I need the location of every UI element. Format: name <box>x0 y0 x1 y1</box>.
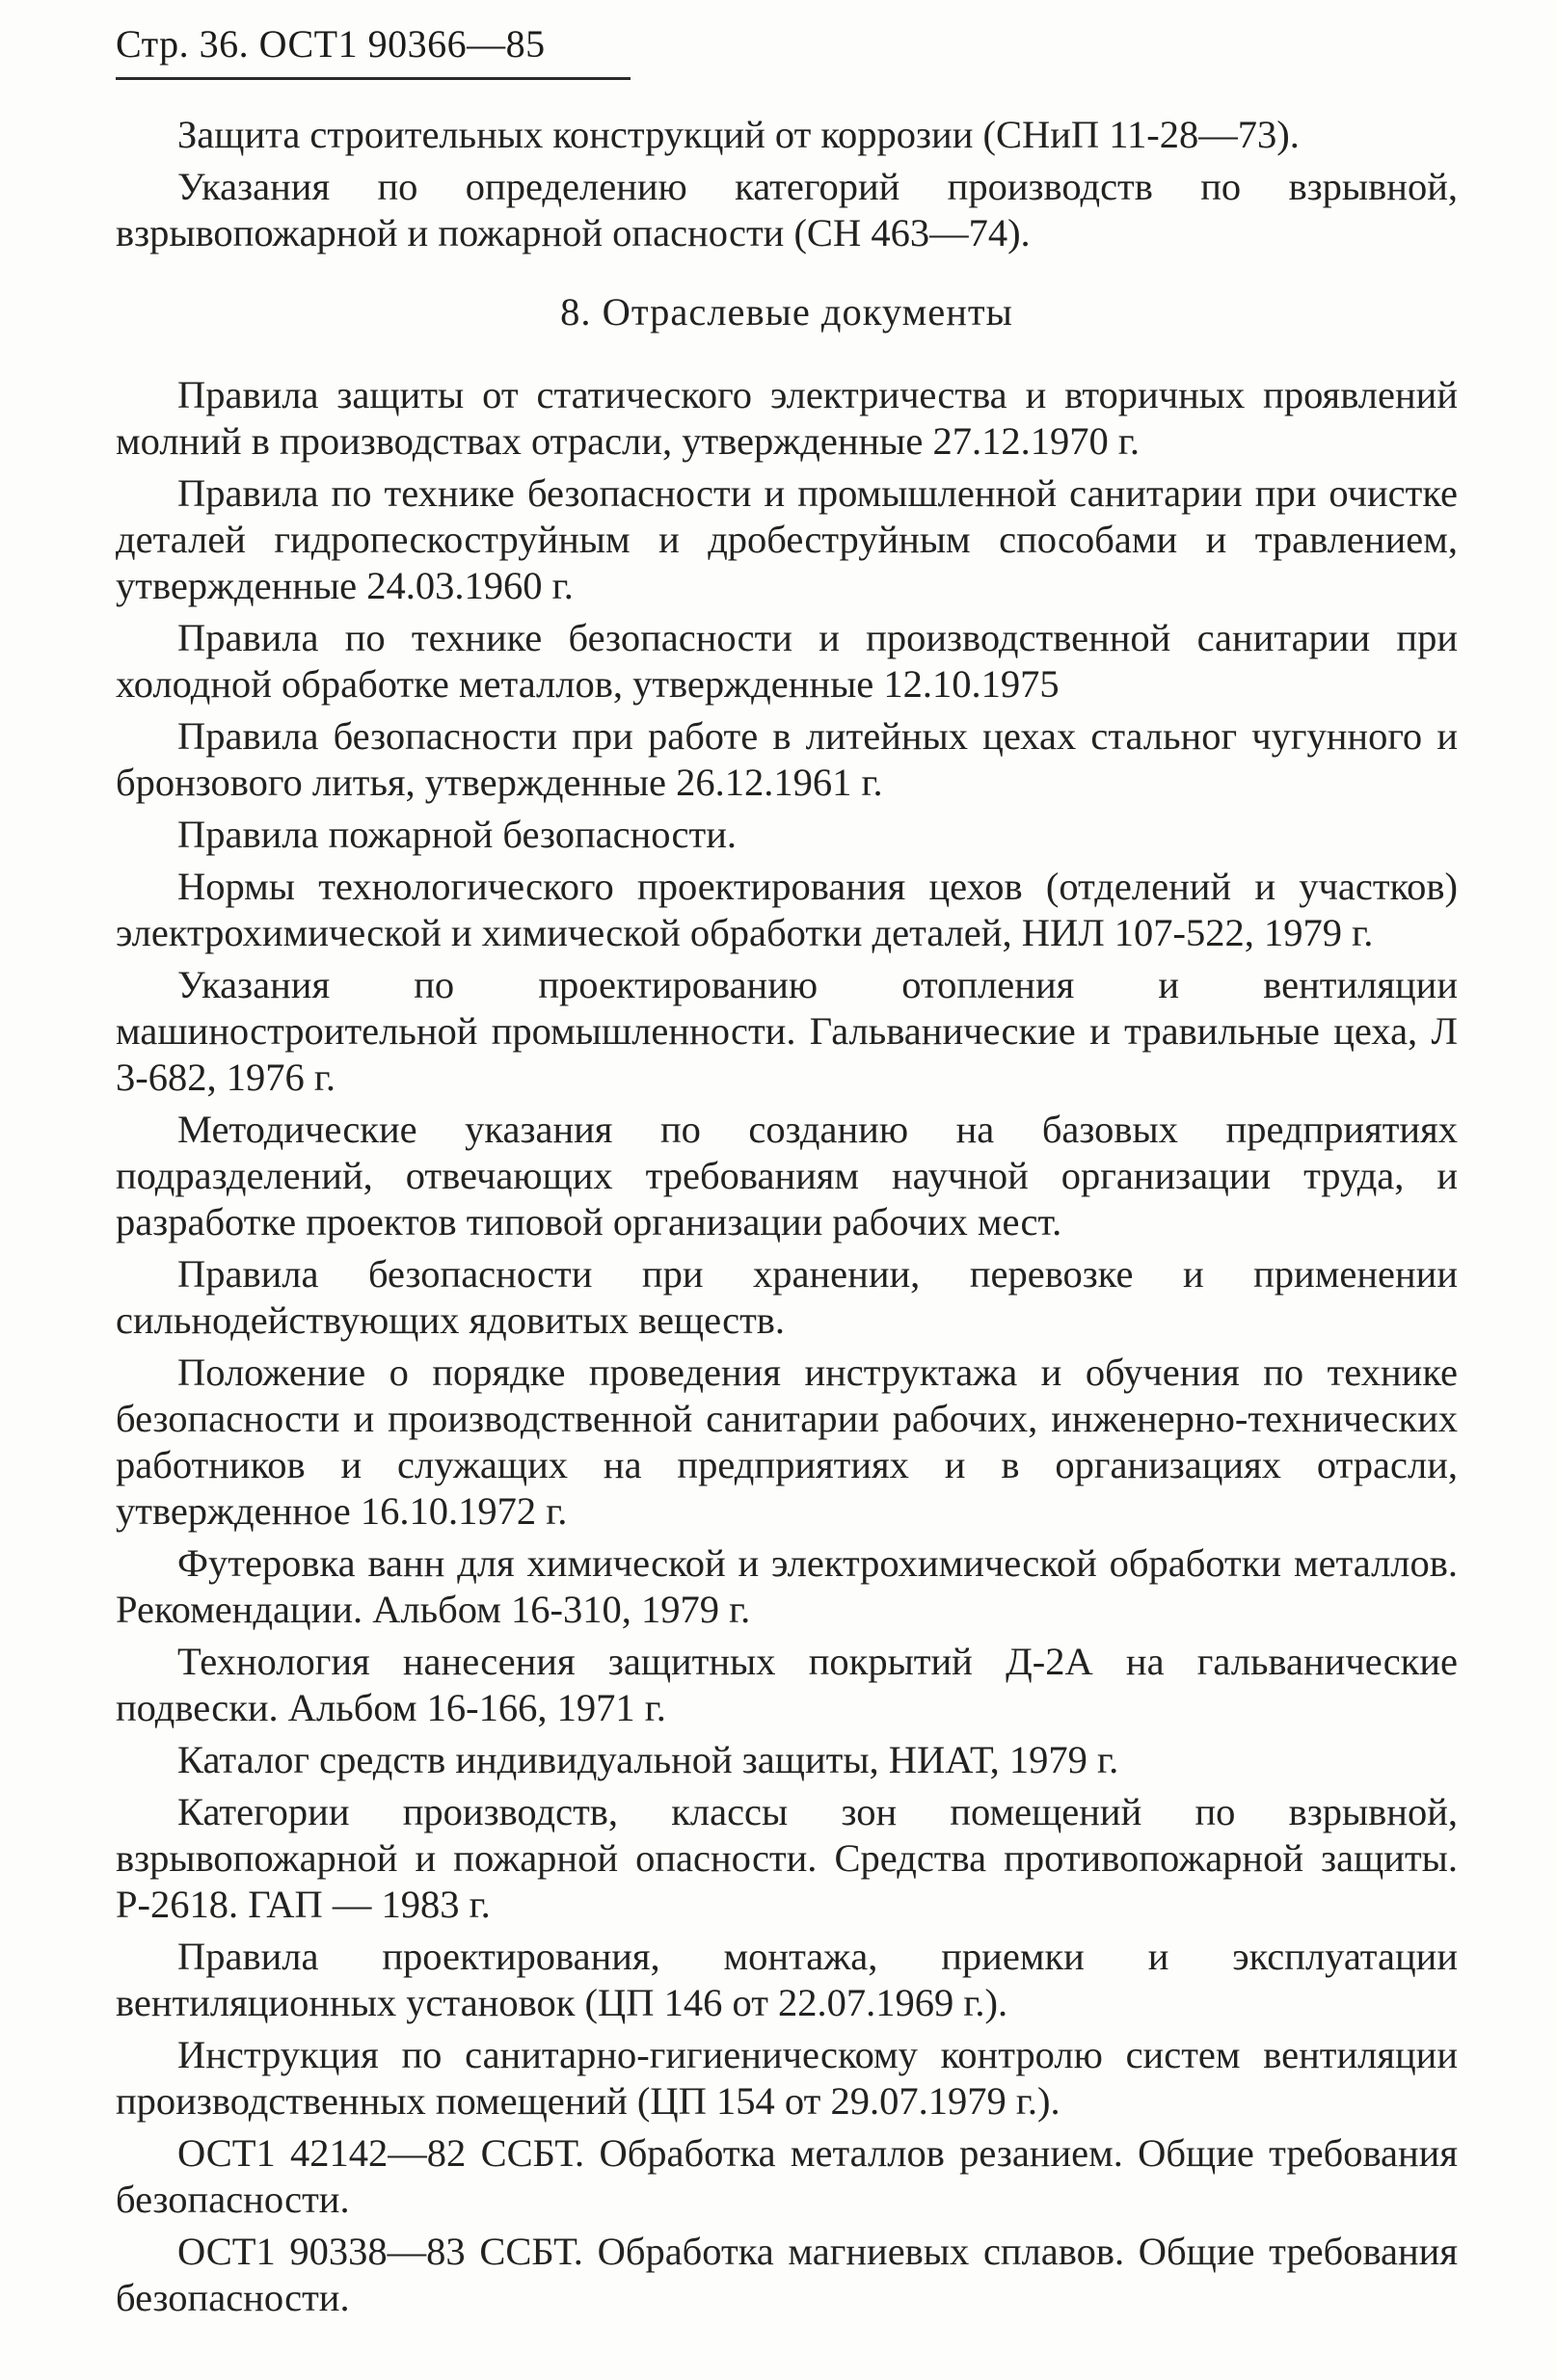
document-paragraph: Инструкция по санитарно-гигиеническому контролю систем вентиляции производственных помещений (ЦП 154 от 29.07.1979 г.). <box>116 2033 1458 2123</box>
document-paragraph: Правила проектирования, монтажа, приемки и эксплуатации вентиляционных установок (ЦП 146 от 22.07.1969 г.). <box>116 1935 1458 2024</box>
document-paragraph: Правила пожарной безопасности. <box>177 813 738 856</box>
header-rule <box>116 77 631 80</box>
document-paragraph: Указания по проектированию отопления и вентиляции машиностроительной промышленности. Гальванические и травильные цеха, Л 3-682, 1976 г. <box>116 963 1458 1099</box>
document-paragraph: ОСТ1 42142—82 ССБТ. Обработка металлов резанием. Общие требования безопасности. <box>116 2131 1458 2221</box>
document-paragraph: ОСТ1 90338—83 ССБТ. Обработка магниевых сплавов. Общие требования безопасности. <box>116 2230 1458 2319</box>
document-paragraph: Правила безопасности при хранении, перевозке и применении сильнодействующих ядовитых веществ. <box>116 1252 1458 1342</box>
document-paragraph: Каталог средств индивидуальной защиты, НИАТ, 1979 г. <box>177 1738 1119 1781</box>
document-paragraph: Правила защиты от статического электричества и вторичных проявлений молний в производствах отрасли, утвержденные 27.12.1970 г. <box>116 373 1458 463</box>
document-paragraph: Правила по технике безопасности и промышленной санитарии при очистке деталей гидропескоструйным и дробеструйным способами и травлением, утвержденные 24.03.1960 г. <box>116 471 1458 607</box>
document-body <box>116 112 1458 2327</box>
document-paragraph: Правила по технике безопасности и производственной санитарии при холодной обработке металлов, утвержденные 12.10.1975 <box>116 616 1458 706</box>
document-paragraph: Нормы технологического проектирования цехов (отделений и участков) электрохимической и химической обработки деталей, НИЛ 107-522, 1979 г. <box>116 865 1458 954</box>
section-title: 8. Отраслевые документы <box>560 290 1013 334</box>
document-paragraph: Технология нанесения защитных покрытий Д-2А на гальванические подвески. Альбом 16-166, 1971 г. <box>116 1640 1458 1729</box>
intro-paragraph: Защита строительных конструкций от коррозии (СНиП 11-28—73). <box>177 113 1300 156</box>
document-paragraph: Правила безопасности при работе в литейных цехах стальног чугунного и бронзового литья, утвержденные 26.12.1961 г. <box>116 714 1458 804</box>
document-paragraph: Категории производств, классы зон помещений по взрывной, взрывопожарной и пожарной опасности. Средства противопожарной защиты. Р-2618. ГАП — 1983 г. <box>116 1790 1458 1926</box>
intro-paragraph: Указания по определению категорий производств по взрывной, взрывопожарной и пожарной опасности (СН 463—74). <box>116 165 1458 254</box>
document-paragraph: Положение о порядке проведения инструктажа и обучения по технике безопасности и производственной санитарии рабочих, инженерно-технических работников и служащих на предприятиях и в организациях отрасли, утвержденное 16.10.1972 г. <box>116 1350 1458 1533</box>
document-paragraph: Футеровка ванн для химической и электрохимической обработки металлов. Рекомендации. Альбом 16-310, 1979 г. <box>116 1541 1458 1631</box>
document-paragraph: Методические указания по созданию на базовых предприятиях подразделений, отвечающих требованиям научной организации труда, и разработке проектов типовой организации рабочих мест. <box>116 1108 1458 1243</box>
page-header: Стр. 36. ОСТ1 90366—85 <box>116 22 546 66</box>
